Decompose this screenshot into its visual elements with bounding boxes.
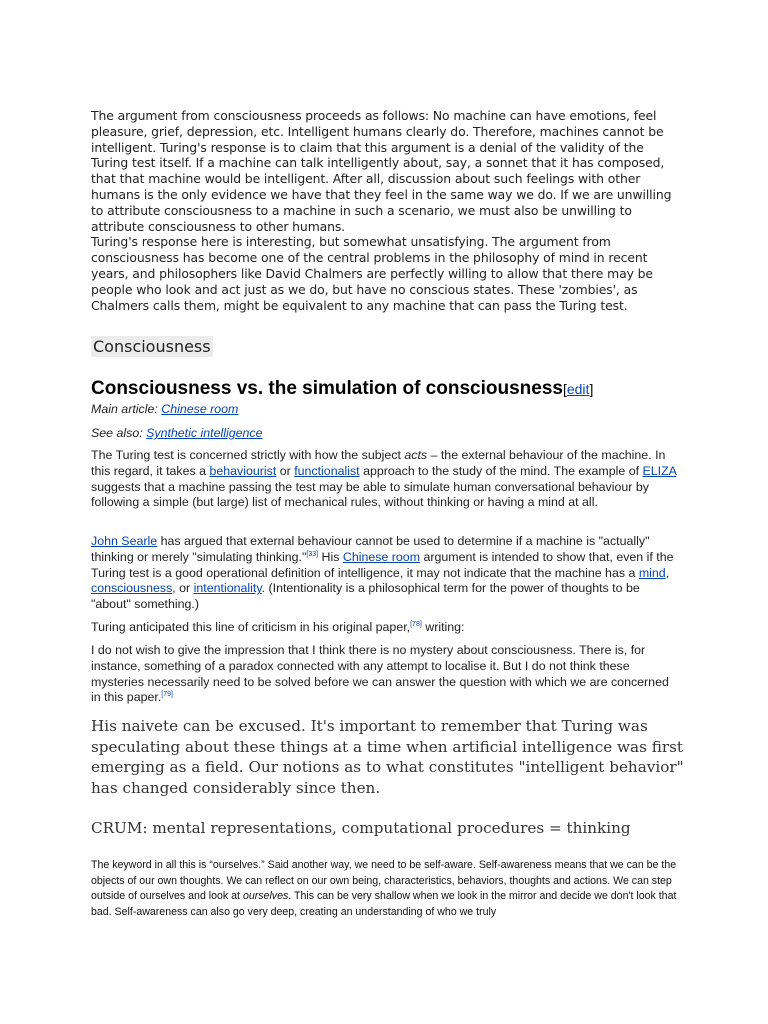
main-article-note — [91, 402, 681, 418]
emphasis-ourselves: ourselves — [242, 890, 289, 903]
reference-33[interactable]: [33] — [306, 550, 319, 558]
text-run: has argued that external behaviour cannot be used to determine if a machine is "actually" thinking or merely "simulating thinking." — [91, 534, 650, 564]
reference-79[interactable]: [79] — [161, 691, 173, 699]
text-run: . This can be very shallow when we look in the mirror and decide we don't look that bad. Self-awareness can also go very deep, creating an understanding of who we truly — [91, 890, 677, 918]
intentionality-link[interactable]: intentionality — [193, 581, 262, 596]
turing-test-paragraph — [91, 448, 681, 511]
behaviourist-link[interactable]: behaviourist — [209, 463, 277, 478]
john-searle-link[interactable]: John Searle — [91, 534, 158, 548]
text-run: argument is intended to show that, even if the Turing test is a good operational definition of intelligence, it may not indicate that the machine has a — [91, 549, 674, 580]
text-run: The Turing test is concerned strictly with how the subject — [91, 448, 405, 462]
intro-paragraph-2: Turing's response here is interesting, but somewhat unsatisfying. The argument from consciousness has become one of the central problems in the philosophy of mind in recent years, and philosophers like David Chalmers are perfectly willing to allow that there may be people who look and act just as we do, but have no conscious states. These 'zombies', as Chalmers calls them, might be equivalent to any machine that can pass the Turing test. — [91, 234, 653, 313]
edit-bracket-open: [ — [562, 381, 567, 397]
consciousness-link[interactable]: consciousness — [91, 581, 173, 596]
text-run: writing: — [421, 620, 465, 634]
text-run: The keyword in all this is “ourselves.” Said another way, we need to be self-aware. Self-awareness means that we can be the objects of our own thoughts. We can reflect on our own being, characteristics, behaviors, thoughts and actions. We can step outside of ourselves and look at — [91, 859, 677, 903]
chinese-room-inline-link[interactable]: Chinese room — [342, 549, 421, 564]
searle-paragraph — [91, 534, 681, 613]
text-run: or — [276, 463, 295, 478]
text-run: approach to the study of the mind. The example of — [359, 463, 643, 478]
crum-line: CRUM: mental representations, computational procedures = thinking — [91, 819, 631, 837]
reference-78[interactable]: [78] — [410, 620, 422, 628]
section-label: Consciousness — [93, 337, 211, 356]
text-run: . (Intentionality is a philosophical term for the power of thoughts to be "about" something.) — [91, 581, 640, 612]
self-awareness-paragraph — [91, 858, 683, 920]
edit-bracket-close: ] — [589, 381, 594, 397]
intro-paragraph-1: The argument from consciousness proceeds as follows: No machine can have emotions, feel pleasure, grief, depression, etc. Intelligent humans clearly do. Therefore, machines cannot be intelligent. Turing's response is to claim that this argument is a denial of the validity of the Turing test itself. If a machine can talk intelligently about, say, a sonnet that it has composed, that that machine would be intelligent. After all, discussion about such feelings with other humans is the only evidence we have that they feel in the same way we do. If we are unwilling to attribute consciousness to a machine in such a scenario, we must also be unwilling to attribute consciousness to other humans. — [91, 108, 672, 234]
chinese-room-link[interactable]: Chinese room — [161, 402, 239, 416]
mind-link[interactable]: mind — [638, 565, 666, 580]
eliza-link[interactable]: ELIZA — [642, 463, 677, 478]
see-also-note — [91, 426, 681, 442]
text-run: Turing anticipated this line of criticism in his original paper, — [91, 620, 411, 634]
text-run: His — [318, 549, 343, 564]
naivete-paragraph: His naivete can be excused. It's important to remember that Turing was speculating about these things at a time when artificial intelligence was first emerging as a field. Our notions as to what constitutes "intelligent behavior" has changed considerably since then. — [91, 717, 684, 797]
see-also-prefix: See also: — [91, 426, 147, 440]
synthetic-intelligence-link[interactable]: Synthetic intelligence — [146, 426, 263, 440]
text-run: – the external behaviour of the machine. In this regard, it takes a — [91, 448, 666, 478]
text-run: , or — [172, 581, 194, 596]
section-heading — [91, 378, 691, 400]
text-run: suggests that a machine passing the test may be able to simulate human conversational behaviour by following a simple (but large) list of mechanical rules, without thinking or having a mind at all. — [91, 479, 649, 510]
main-article-prefix: Main article: — [91, 402, 162, 416]
emphasis-acts: acts — [404, 448, 428, 462]
turing-quote-paragraph — [91, 643, 681, 706]
intro-block — [91, 108, 679, 313]
text-run: , — [665, 565, 670, 580]
text-run: I do not wish to give the impression that I think there is no mystery about consciousness. There is, for instance, something of a paradox connected with any attempt to localise it. But I do not think these mysteries necessarily need to be solved before we can answer the question with which we are concerned in this paper. — [91, 643, 669, 705]
edit-link[interactable]: edit — [566, 381, 590, 397]
turing-anticipated-paragraph — [91, 620, 681, 636]
functionalist-link[interactable]: functionalist — [294, 463, 360, 478]
heading-title: Consciousness vs. the simulation of consciousness — [91, 378, 563, 399]
